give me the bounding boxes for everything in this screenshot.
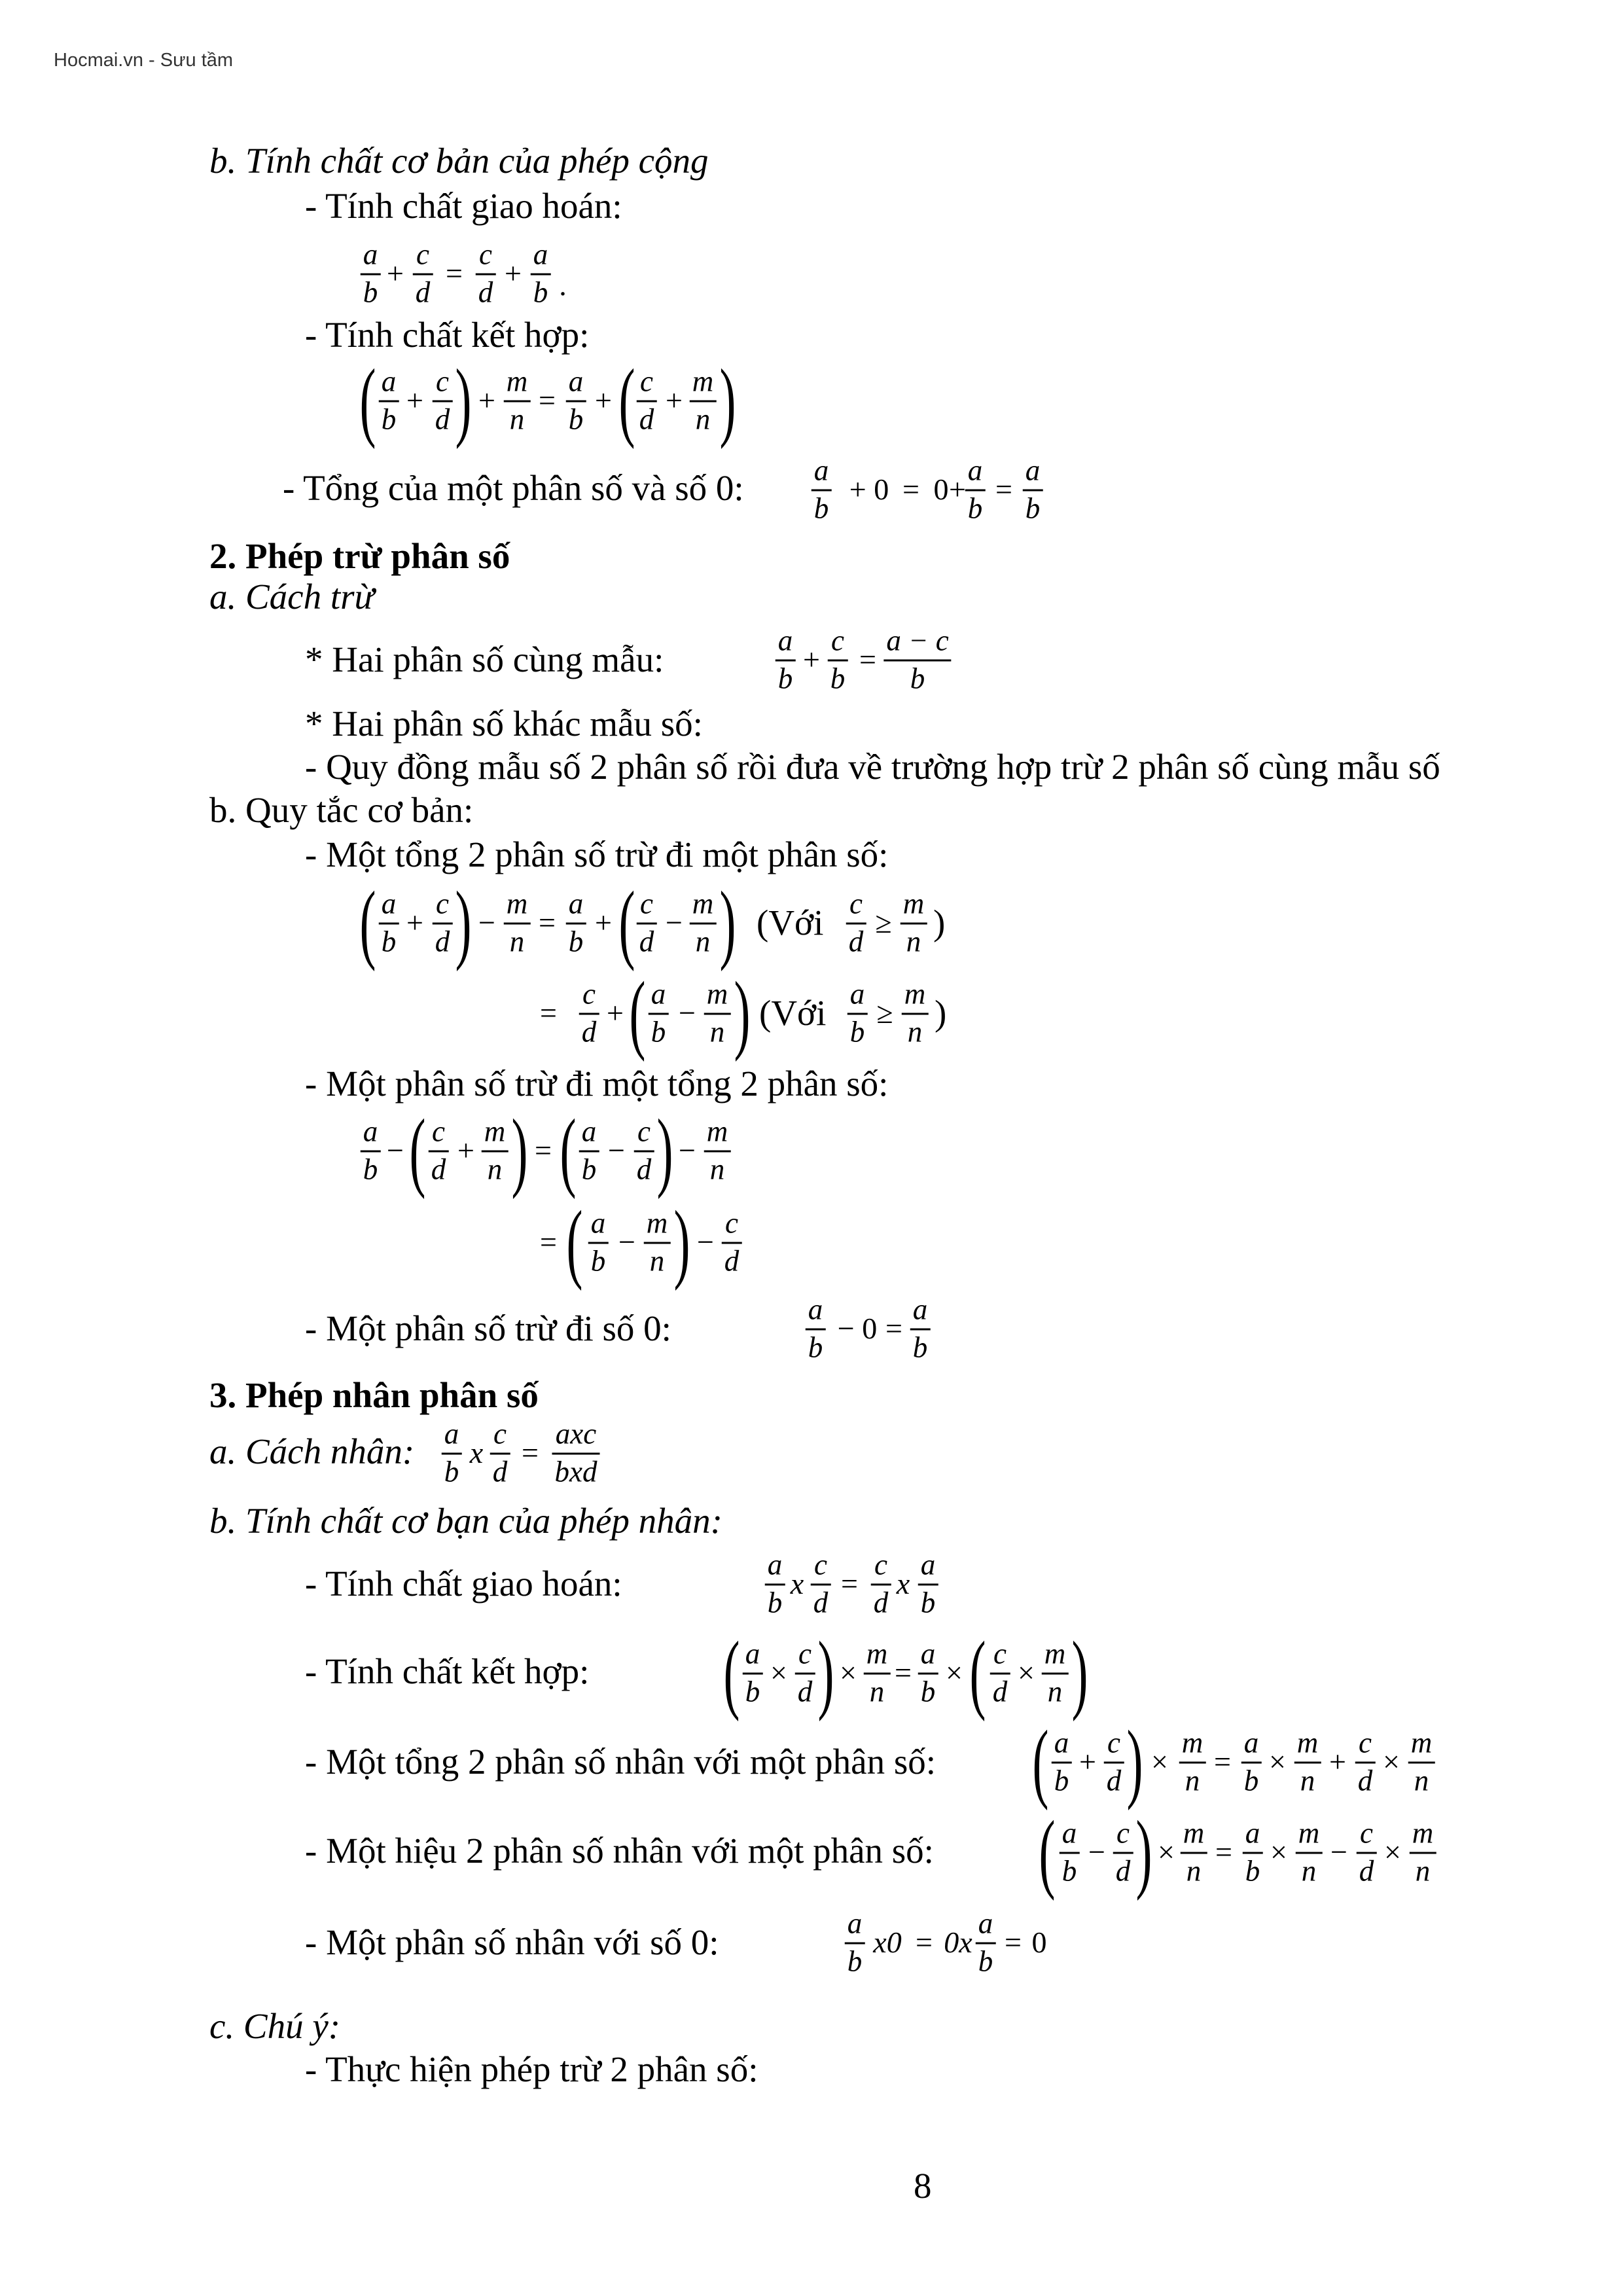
fraction: c d (1104, 1729, 1124, 1796)
fraction: m n (1296, 1819, 1323, 1886)
times-sign: × (1151, 1745, 1168, 1778)
fraction: a b (579, 1117, 599, 1185)
condition-close: ) (933, 903, 946, 942)
right-paren: ) (455, 351, 472, 450)
times-sign: × (1018, 1656, 1035, 1689)
fraction: c d (429, 1117, 449, 1185)
fraction: a b (806, 1295, 826, 1363)
times-sign: × (946, 1656, 963, 1689)
fraction: c d (1357, 1819, 1377, 1886)
heading-3a: a. Cách nhân: (209, 1431, 415, 1471)
fraction: a b (1052, 1729, 1072, 1796)
fraction: a − c b (883, 626, 951, 694)
condition-open: (Với (759, 993, 827, 1033)
left-paren: ( (1039, 1803, 1056, 1901)
label-mult-associative: - Tính chất kết hợp: (305, 1651, 590, 1691)
equals-sign: = (540, 1225, 557, 1259)
label-same-denominator: * Hai phân số cùng mẫu: (305, 639, 664, 679)
label-fraction-minus-sum: - Một phân số trừ đi một tổng 2 phân số: (305, 1064, 889, 1103)
plus-sign: + (457, 1134, 474, 1167)
left-paren: ( (618, 874, 635, 972)
label-mult-commutative: - Tính chất giao hoán: (305, 1564, 622, 1604)
equals-sign: = (1214, 1745, 1231, 1778)
left-paren: ( (566, 1193, 583, 1291)
fraction: c d (811, 1551, 831, 1618)
minus-sign: − (679, 1134, 696, 1167)
equals-sign: = (539, 906, 556, 939)
fraction: a b (1023, 456, 1043, 524)
left-paren: ( (969, 1624, 986, 1722)
zero: 0 (1031, 1926, 1047, 1959)
greater-equal-sign: ≥ (875, 906, 892, 939)
plus-sign: + (595, 906, 612, 939)
fraction: m n (864, 1640, 891, 1707)
equals-sign: = (895, 1656, 912, 1689)
times-x: x (896, 1567, 910, 1600)
plus-sign: + (1079, 1745, 1096, 1778)
fraction: axc bxd (552, 1420, 600, 1487)
equals-sign: = (995, 473, 1012, 506)
fraction: a b (566, 367, 586, 435)
left-paren: ( (1032, 1713, 1049, 1811)
fraction: m n (901, 889, 927, 957)
right-paren: ) (817, 1624, 834, 1722)
left-paren: ( (618, 351, 635, 450)
equals-sign: = (522, 1436, 539, 1469)
minus-sign: − (618, 1225, 635, 1259)
right-paren: ) (1135, 1803, 1152, 1901)
label-sum-minus-fraction: - Một tổng 2 phân số trừ đi một phân số: (305, 834, 889, 874)
fraction: c d (433, 367, 453, 435)
right-paren: ) (1126, 1713, 1143, 1811)
left-paren: ( (359, 351, 376, 450)
zero: 0 (933, 473, 949, 506)
plus-sign: + (607, 996, 624, 1030)
fraction: a b (847, 980, 868, 1047)
left-paren: ( (560, 1102, 577, 1200)
times-x: x (790, 1567, 804, 1600)
left-paren: ( (359, 874, 376, 972)
fraction: a b (361, 1117, 381, 1185)
fraction: a b (743, 1640, 763, 1707)
zero-times: 0x (944, 1926, 972, 1959)
label-fraction-minus-zero: - Một phân số trừ đi số 0: (305, 1308, 671, 1348)
label-different-denominator: * Hai phân số khác mẫu số: (305, 704, 703, 744)
minus-sign: − (1088, 1835, 1105, 1869)
fraction: c d (579, 980, 599, 1047)
page-number: 8 (914, 2166, 932, 2206)
plus-sign: + (595, 384, 612, 417)
heading-section-2: 2. Phép trừ phân số (209, 536, 510, 576)
fraction: m n (690, 367, 717, 435)
fraction: c b (828, 626, 848, 694)
equals-sign: = (859, 643, 876, 676)
heading-b-addition-properties: b. Tính chất cơ bản của phép cộng (209, 141, 709, 181)
header-source: Hocmai.vn - Sưu tầm (54, 50, 234, 71)
fraction: c d (846, 889, 866, 957)
fraction: a b (379, 889, 399, 957)
fraction: c d (413, 240, 433, 308)
fraction: m n (690, 889, 717, 957)
minus-sign: − (1330, 1835, 1347, 1869)
fraction: a b (442, 1420, 462, 1487)
times-zero: x0 (873, 1926, 902, 1959)
plus-sign: + (387, 257, 404, 290)
note-subtract-fractions: - Thực hiện phép trừ 2 phân số: (305, 2049, 758, 2089)
minus-sign: − (679, 996, 696, 1030)
rule-common-denominator: - Quy đồng mẫu số 2 phân số rồi đưa về trường hợp trừ 2 phân số cùng mẫu số (305, 747, 1440, 787)
fraction: m n (1408, 1729, 1435, 1796)
fraction: c d (637, 367, 657, 435)
heading-3b: b. Tính chất cơ bạn của phép nhân: (209, 1501, 722, 1541)
minus-sign: − (478, 906, 495, 939)
plus-sign: + (478, 384, 495, 417)
fraction: m n (902, 980, 929, 1047)
heading-section-3: 3. Phép nhân phân số (209, 1375, 539, 1415)
fraction: a b (965, 456, 986, 524)
right-paren: ) (719, 351, 736, 450)
fraction: m n (1181, 1819, 1207, 1886)
fraction: a b (910, 1295, 931, 1363)
label-sum-times-fraction: - Một tổng 2 phân số nhân với một phân số: (305, 1742, 936, 1782)
equals-sign: = (902, 473, 919, 506)
fraction: c d (871, 1551, 891, 1618)
times-sign: × (1269, 1745, 1286, 1778)
fraction: a b (776, 626, 796, 694)
fraction: a b (918, 1640, 938, 1707)
condition-open: (Với (757, 903, 824, 942)
plus-sign: + (666, 384, 683, 417)
minus-sign: − (697, 1225, 714, 1259)
label-difference-times-fraction: - Một hiệu 2 phân số nhân với một phân số: (305, 1831, 934, 1871)
times-sign: × (1270, 1835, 1287, 1869)
plus-zero: + 0 (849, 473, 889, 506)
fraction: m n (482, 1117, 508, 1185)
times-sign: × (840, 1656, 857, 1689)
fraction: c d (433, 889, 453, 957)
minus-sign: − (666, 906, 683, 939)
plus-sign: + (406, 906, 423, 939)
left-paren: ( (629, 964, 646, 1062)
equals-sign: = (916, 1926, 933, 1959)
fraction: a b (1243, 1819, 1263, 1886)
label-commutative: - Tính chất giao hoán: (305, 186, 622, 226)
plus-sign: + (949, 473, 966, 506)
fraction: c d (990, 1640, 1010, 1707)
fraction: c d (1355, 1729, 1376, 1796)
fraction: a b (765, 1551, 785, 1618)
greater-equal-sign: ≥ (876, 996, 893, 1030)
fraction: m n (1179, 1729, 1206, 1796)
minus-sign: − (387, 1134, 404, 1167)
fraction: m n (504, 889, 531, 957)
right-paren: ) (1071, 1624, 1088, 1722)
times-sign: × (1158, 1835, 1175, 1869)
times-sign: × (1384, 1835, 1401, 1869)
fraction: a b (845, 1909, 865, 1977)
equals-sign: = (446, 257, 463, 290)
left-paren: ( (409, 1102, 426, 1200)
fraction: a b (918, 1551, 938, 1618)
fraction: a b (379, 367, 399, 435)
label-associative: - Tính chất kết hợp: (305, 315, 590, 355)
fraction: a b (361, 240, 381, 308)
minus-zero: − 0 (837, 1312, 878, 1345)
label-fraction-times-zero: - Một phân số nhân với số 0: (305, 1922, 719, 1962)
heading-2a: a. Cách trừ (209, 577, 374, 617)
fraction: a b (1241, 1729, 1262, 1796)
equals-sign: = (539, 384, 556, 417)
plus-sign: + (803, 643, 820, 676)
right-paren: ) (511, 1102, 528, 1200)
fraction: a b (531, 240, 551, 308)
equals-sign: = (1215, 1835, 1232, 1869)
fraction: a b (812, 456, 832, 524)
fraction: m n (644, 1209, 671, 1276)
plus-sign: + (406, 384, 423, 417)
equals-sign: = (885, 1312, 902, 1345)
fraction: a b (566, 889, 586, 957)
times-sign: × (1383, 1745, 1400, 1778)
equals-sign: = (540, 996, 557, 1030)
right-paren: ) (455, 874, 472, 972)
equals-sign: = (1005, 1926, 1022, 1959)
fraction: a b (649, 980, 669, 1047)
fraction: c d (722, 1209, 742, 1276)
right-paren: ) (656, 1102, 673, 1200)
fraction: m n (704, 980, 731, 1047)
times-sign: × (770, 1656, 787, 1689)
right-paren: ) (673, 1193, 690, 1291)
heading-3c: c. Chú ý: (209, 2006, 341, 2046)
fraction: c d (476, 240, 496, 308)
equals-sign: = (841, 1567, 858, 1600)
plus-sign: + (1329, 1745, 1346, 1778)
right-paren: ) (719, 874, 736, 972)
fraction: m n (1410, 1819, 1436, 1886)
plus-sign: + (505, 257, 522, 290)
fraction: c d (637, 889, 657, 957)
fraction: a b (588, 1209, 609, 1276)
minus-sign: − (608, 1134, 625, 1167)
equals-sign: = (535, 1134, 552, 1167)
fraction: m n (704, 1117, 731, 1185)
fraction: m n (1294, 1729, 1321, 1796)
period: . (559, 268, 567, 302)
fraction: c d (634, 1117, 654, 1185)
fraction: m n (504, 367, 531, 435)
fraction: a b (976, 1909, 996, 1977)
fraction: m n (1042, 1640, 1069, 1707)
fraction: a b (1060, 1819, 1080, 1886)
times-x: x (469, 1436, 484, 1469)
label-sum-with-zero: - Tổng của một phân số và số 0: (283, 468, 744, 508)
fraction: c d (490, 1420, 510, 1487)
fraction: c d (795, 1640, 815, 1707)
right-paren: ) (734, 964, 751, 1062)
left-paren: ( (723, 1624, 740, 1722)
heading-2b: b. Quy tắc cơ bản: (209, 790, 474, 830)
condition-close: ) (935, 993, 947, 1033)
fraction: c d (1113, 1819, 1133, 1886)
